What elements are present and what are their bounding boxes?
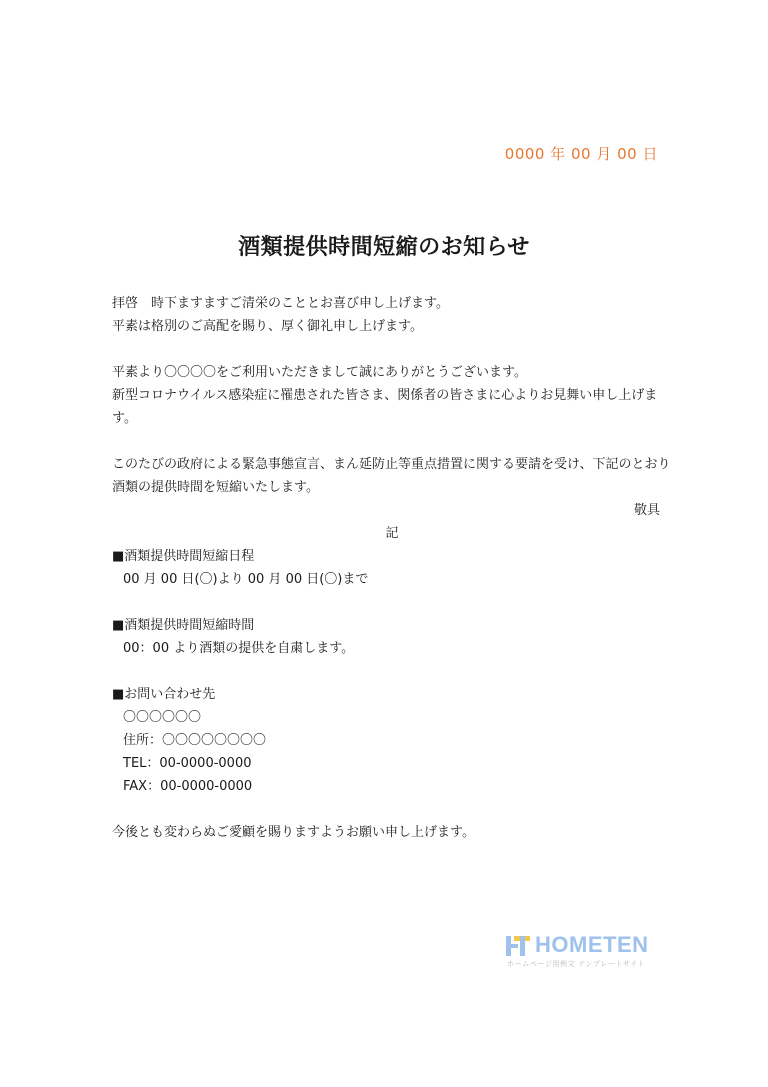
thanks-line-2: 新型コロナウイルス感染症に罹患された皆さま、関係者の皆さまに心よりお見舞い申し上げます。 xyxy=(112,388,658,426)
greeting-line-1: 拝啓 時下ますますご清栄のこととお喜び申し上げます。 xyxy=(112,296,449,311)
contact-tel: TEL：00-0000-0000 xyxy=(123,756,252,771)
time-section xyxy=(112,614,672,660)
thanks-line-1: 平素より〇〇〇〇をご利用いただきまして誠にありがとうございます。 xyxy=(112,365,527,380)
closing-line: 今後とも変わらぬご愛顧を賜りますようお願い申し上げます。 xyxy=(112,825,475,840)
document-date: 0000 年 00 月 00 日 xyxy=(504,145,658,163)
schedule-section xyxy=(112,545,672,591)
hometen-logo-icon xyxy=(505,934,531,958)
greeting-line-2: 平素は格別のご高配を賜り、厚く御礼申し上げます。 xyxy=(112,319,423,334)
hometen-logo-tagline: ホームページ用例文 テンプレートサイト xyxy=(507,960,646,968)
ki-heading: 記 xyxy=(385,526,399,541)
hometen-logo-name: HOMETEN xyxy=(535,932,649,957)
document-title: 酒類提供時間短縮のお知らせ xyxy=(238,234,530,260)
hometen-logo xyxy=(505,932,665,972)
contact-address: 住所：〇〇〇〇〇〇〇〇 xyxy=(123,733,267,748)
time-heading: ■酒類提供時間短縮時間 xyxy=(112,618,255,633)
contact-heading: ■お問い合わせ先 xyxy=(112,687,216,702)
time-value: 00：00 より酒類の提供を自粛します。 xyxy=(123,641,355,656)
contact-section xyxy=(112,683,672,798)
schedule-heading: ■酒類提供時間短縮日程 xyxy=(112,549,255,564)
contact-fax: FAX：00-0000-0000 xyxy=(123,779,253,794)
signoff: 敬具 xyxy=(633,503,660,518)
document-body xyxy=(112,292,672,844)
notice-paragraph: このたびの政府による緊急事態宣言、まん延防止等重点措置に関する要請を受け、下記のとおり酒類の提供時間を短縮いたします。 xyxy=(112,457,671,495)
contact-name: 〇〇〇〇〇〇 xyxy=(123,710,202,725)
schedule-value: 00 月 00 日(〇)より 00 月 00 日(〇)まで xyxy=(123,572,369,587)
